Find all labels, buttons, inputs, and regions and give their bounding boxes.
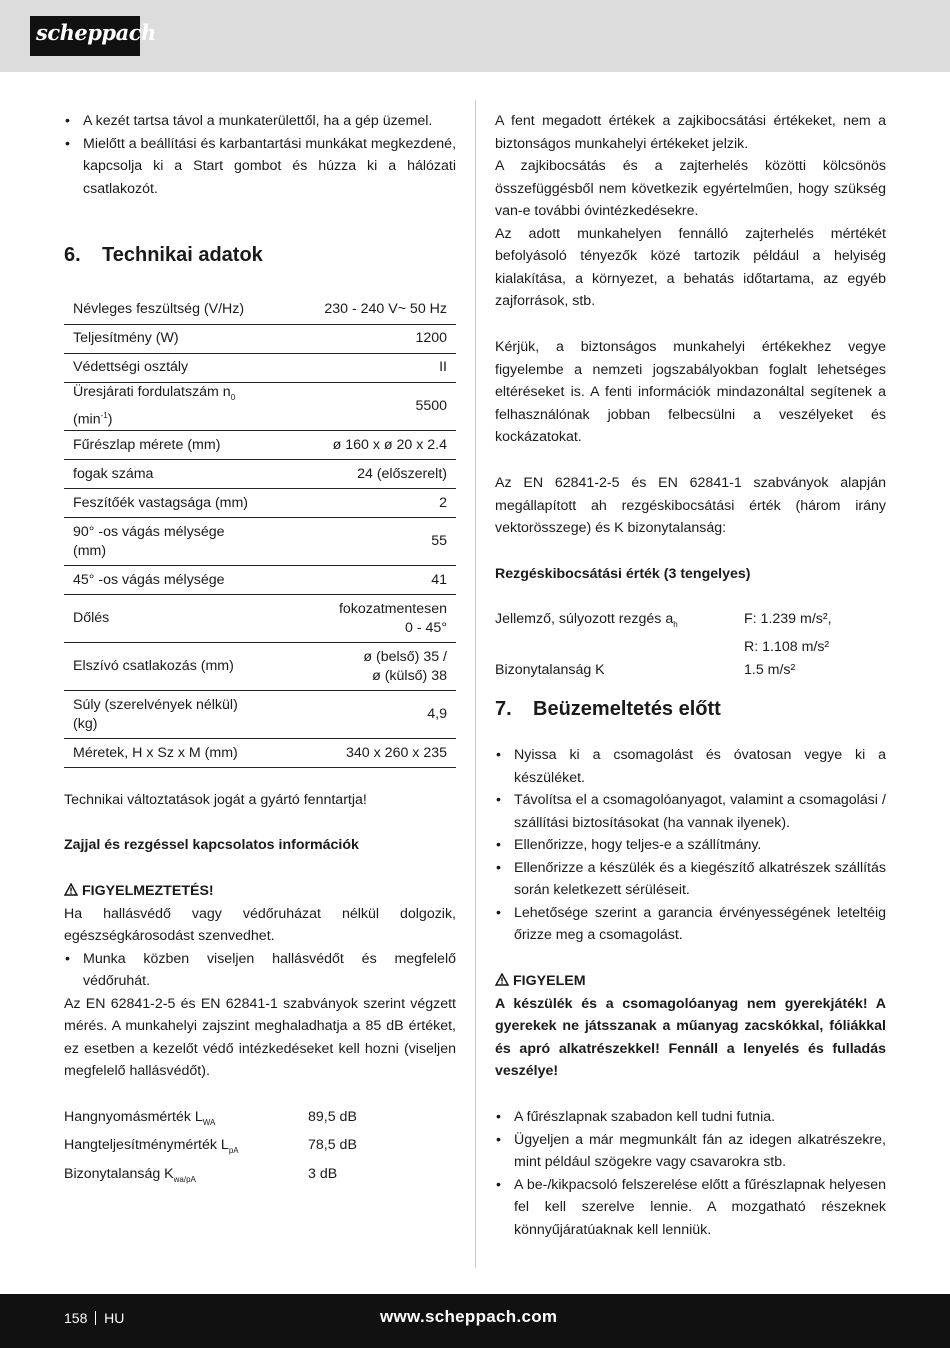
right-column-intro: [495, 110, 886, 313]
paragraph: Az EN 62841-2-5 és EN 62841-1 szabványok alapján megállapított ah rezgéskibocsátási érték (három irány vektorösszege) és K bizonytalanság:: [495, 475, 886, 536]
right-column-para4: [495, 336, 886, 449]
table-row: Védettségi osztály II: [64, 353, 456, 382]
list-item: • Ellenőrizze, hogy teljes-e a szállítmány.: [495, 834, 886, 857]
table-row: Fűrészlap mérete (mm) ø 160 x ø 20 x 2.4: [64, 431, 456, 460]
table-row: Üresjárati fordulatszám $n_0$ $(\min^{-1})$ 5500: [64, 382, 456, 431]
website-link[interactable]: www.scheppach.com: [380, 1307, 558, 1326]
warning-text: Ha hallásvédő vagy védőruházat nélkül dolgozik, egészségkárosodást szenvedhet.: [64, 905, 456, 944]
list-item: • A fűrészlapnak szabadon kell tudni futnia.: [495, 1106, 886, 1129]
attention-block: [495, 970, 886, 1083]
table-row: 90° -os vágás mélysége (mm) 55: [64, 518, 456, 566]
final-bullets: [495, 1106, 886, 1241]
list-item: • A be-/kikpacsoló felszerelése előtt a fűrészlapnak helyesen fel kell szerelve lennie. A mozgatható részeknek könnyűjáratúaknak kell lenniük.: [495, 1174, 886, 1242]
table-row: Teljesítmény (W) 1200: [64, 324, 456, 353]
noise-heading-wrap: [64, 834, 456, 857]
table-row: Dőlés fokozatmentesen 0 - 45°: [64, 595, 456, 643]
vibration-heading-wrap: [495, 563, 886, 586]
paragraph: Az adott munkahelyen fennálló zajterhelés mértékét befolyásoló tényezők közé tartozik például a helyiség kialakítása, a környezet, a behatás időtartama, az egyéb zajforrások, stb.: [495, 225, 886, 309]
attention-label: FIGYELEM: [513, 973, 586, 989]
list-item: • Nyissa ki a csomagolást és óvatosan vegye ki a készüléket.: [495, 744, 886, 789]
page-footer: [0, 1294, 950, 1348]
warning-triangle-icon: [64, 883, 78, 896]
right-column-para5: [495, 472, 886, 540]
noise-values: [64, 1106, 456, 1191]
table-row: fogak száma 24 (előszerelt): [64, 460, 456, 489]
column-divider: [475, 100, 476, 1268]
paragraph: A fent megadott értékek a zajkibocsátási értékeket, nem a biztonságos munkahelyi értékeket jelzik.: [495, 113, 886, 152]
list-item: • Munka közben viseljen hallásvédőt és megfelelő védőruhát.: [64, 948, 456, 993]
noise-row: Bizonytalanság $K_{wa/pA}$ 3 dB: [64, 1165, 338, 1184]
noise-heading: Zajjal és rezgéssel kapcsolatos információk: [64, 837, 359, 853]
list-item: • Ellenőrizze a készülék és a kiegészítő alkatrészek szállítás során keletkezett sérüléseit.: [495, 857, 886, 902]
vibration-heading: Rezgéskibocsátási érték (3 tengelyes): [495, 566, 751, 582]
table-row: 45° -os vágás mélysége 41: [64, 566, 456, 595]
warning-bullet-list: [64, 948, 456, 993]
list-item: • Lehetősége szerint a garancia érvényességének leteltéig őrizze meg a csomagolást.: [495, 902, 886, 947]
tech-note-wrap: [64, 789, 456, 812]
measure-text: Az EN 62841-2-5 és EN 62841-1 szabványok szerint végzett mérés. A munkahelyi zajszint meghaladhatja a 85 dB értéket, ez esetben a kezelőt védő intézkedéseket kell hozni (viseljen megfelelő hallásvédőt).: [64, 995, 456, 1079]
spec-table-wrap: [64, 295, 456, 768]
spec-table: [64, 295, 456, 768]
table-row: Súly (szerelvények nélkül) (kg) 4,9: [64, 691, 456, 739]
table-row: Feszítőék vastagsága (mm) 2: [64, 489, 456, 518]
table-row: Méretek, H x Sz x M (mm) 340 x 260 x 235: [64, 739, 456, 768]
attention-text: A készülék és a csomagolóanyag nem gyerekjáték! A gyerekek ne játsszanak a műanyag zacskókkal, fóliákkal és apró alkatrészekkel! Fennáll a lenyelés és fulladás veszélye!: [495, 995, 886, 1079]
noise-row: Hangteljesítménymérték $L_{pA}$ 78,5 dB: [64, 1137, 357, 1156]
section-7-heading-wrap: [495, 696, 886, 722]
list-item: • Távolítsa el a csomagolóanyagot, valamint a csomagolási / szállítási biztosításokat (ha vannak ilyenek).: [495, 789, 886, 834]
table-row: Elszívó csatlakozás (mm) ø (belső) 35 / ø (külső) 38: [64, 643, 456, 691]
list-item: • Ügyeljen a már megmunkált fán az idegen alkatrészekre, mint például szögekre vagy csavarokra stb.: [495, 1129, 886, 1174]
section-7-bullets: [495, 744, 886, 947]
section-heading: 7. Beüzemeltetés előtt: [495, 698, 721, 720]
list-item: • A kezét tartsa távol a munkaterülettől, ha a gép üzemel.: [64, 110, 456, 133]
page-header: [0, 0, 950, 72]
warning-label: FIGYELMEZTETÉS!: [82, 883, 214, 899]
paragraph: Kérjük, a biztonságos munkahelyi értékekhez vegye figyelembe a nemzeti jogszabályokban foglalt lehetséges eltéréseket is. A fenti információk mindazonáltal segítenek a felhasználónak jobban felbecsülni a veszélyeket és kockázatokat.: [495, 339, 886, 445]
paragraph: A zajkibocsátás és a zajterhelés közötti kölcsönös összefüggésből nem következik egyértelműen, hogy szükség van-e további óvintézkedésekre.: [495, 158, 886, 219]
left-column: [64, 110, 456, 200]
warning-triangle-icon: [495, 973, 509, 986]
intro-bullet-list: [64, 110, 456, 200]
brand-logo-text: scheppach: [36, 20, 156, 45]
section-6-heading-wrap: [64, 242, 456, 268]
warning-block: [64, 880, 456, 1083]
noise-row: Hangnyomásmérték $L_{WA}$ 89,5 dB: [64, 1109, 357, 1127]
tech-note: Technikai változtatások jogát a gyártó fenntartja!: [64, 792, 367, 808]
list-item: • Mielőtt a beállítási és karbantartási munkákat megkezdené, kapcsolja ki a Start gombot és húzza ki a hálózati csatlakozót.: [64, 133, 456, 201]
table-row: Névleges feszültség (V/Hz) 230 - 240 V~ 50 Hz: [64, 295, 456, 324]
section-heading: 6. Technikai adatok: [64, 244, 263, 266]
vibration-values: Jellemző, súlyozott rezgés $a_h$ F: 1.239 m/s², R: 1.108 m/s² Bizonytalanság K 1.5 m/s²: [495, 611, 832, 678]
page-number: 158 HU: [64, 1310, 125, 1326]
